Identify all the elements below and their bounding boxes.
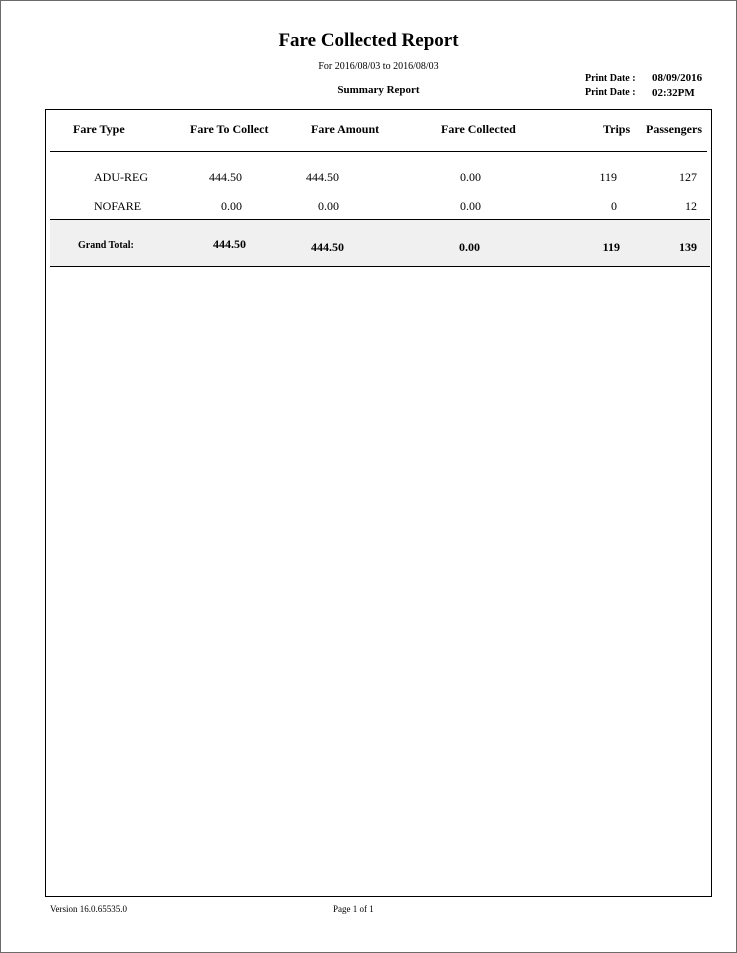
header-fare-collected: Fare Collected (441, 122, 516, 136)
header-fare-to-collect: Fare To Collect (190, 122, 269, 136)
print-time-value: 02:32PM (652, 87, 695, 99)
grand-total-fare-to-collect: 444.50 (213, 237, 246, 251)
print-date-label: Print Date : (585, 73, 636, 84)
cell-fare-collected: 0.00 (460, 199, 481, 213)
cell-fare-to-collect: 0.00 (221, 199, 242, 213)
footer-version: Version 16.0.65535.0 (50, 904, 127, 914)
grand-total-fare-amount: 444.50 (311, 240, 344, 254)
grand-total-passengers: 139 (679, 240, 697, 254)
grand-total-fare-collected: 0.00 (459, 240, 480, 254)
grand-total-label: Grand Total: (78, 240, 134, 251)
cell-passengers: 12 (685, 199, 697, 213)
header-trips: Trips (603, 122, 631, 136)
cell-fare-amount: 0.00 (318, 199, 339, 213)
cell-trips: 119 (599, 170, 617, 184)
header-fare-amount: Fare Amount (311, 122, 380, 136)
report-title: Fare Collected Report (278, 30, 459, 51)
cell-passengers: 127 (679, 170, 697, 184)
header-divider (50, 151, 707, 152)
report-date-range: For 2016/08/03 to 2016/08/03 (318, 61, 439, 72)
cell-fare-type: ADU-REG (94, 170, 148, 184)
cell-trips: 0 (611, 199, 617, 213)
print-date-value: 08/09/2016 (652, 72, 703, 84)
cell-fare-collected: 0.00 (460, 170, 481, 184)
cell-fare-to-collect: 444.50 (209, 170, 242, 184)
print-time-label: Print Date : (585, 87, 636, 98)
cell-fare-amount: 444.50 (306, 170, 339, 184)
header-fare-type: Fare Type (73, 122, 125, 136)
cell-fare-type: NOFARE (94, 199, 142, 213)
header-passengers: Passengers (646, 122, 702, 136)
footer-page-number: Page 1 of 1 (333, 904, 374, 914)
grand-total-trips: 119 (602, 240, 620, 254)
report-subtitle: Summary Report (337, 84, 420, 96)
